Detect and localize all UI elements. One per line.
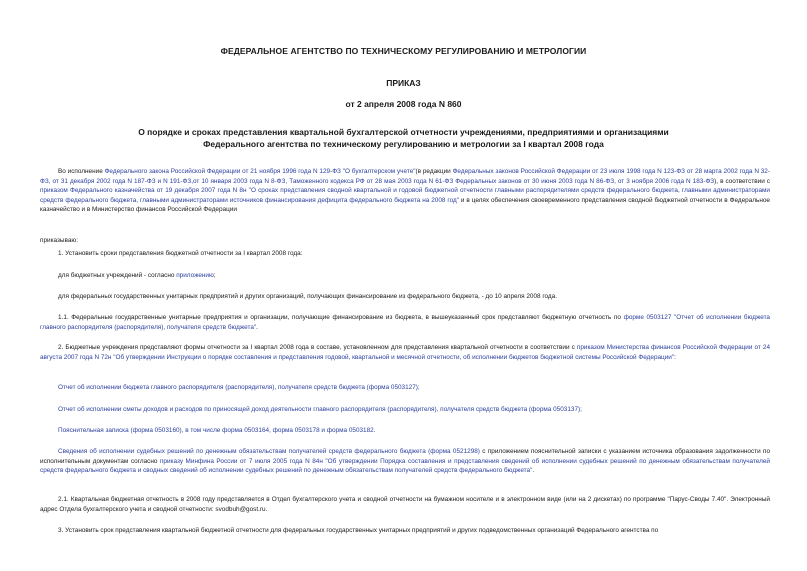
form-0503160-item[interactable]: Пояснительная записка (форма 0503160), в том числе форма 0503164, форма 0503178 и форма 0503182. [58, 427, 376, 434]
form-0521298-link[interactable]: Сведения об исполнении судебных решений по денежным обязательствам получателей средств федерального бюджета (форма 0521298) [58, 448, 480, 455]
preamble-text: и в целях обеспечения своевременного представления сводной бюджетной отчетности в Федеральное казначейство и в Министерство финансов Российской Федерации [40, 196, 770, 213]
appendix-link[interactable]: приложению [176, 272, 214, 279]
federal-laws-link[interactable]: Федеральных законов Российской Федерации от 23 июля 1998 года N 123-ФЗ от 28 марта 2002 года N 32-ФЗ, от 31 декабря 2002 года N 187-ФЗ и N 191-ФЗ,от 10 января 2003 года N 8-ФЗ, [40, 168, 770, 185]
clause-enterprises: для федеральных государственных унитарных предприятий и других организаций, получающих финансирование из федерального бюджета, - до 10 апреля 2008 года. [58, 293, 557, 300]
clause-text: 1.1. Федеральные государственные унитарные предприятия и организации, получающие финансирование из бюджета, в вышеуказанный срок представляют бюджетную отчетность по [58, 314, 624, 321]
clause-text: 2. Бюджетные учреждения представляют формы отчетности за I квартал 2008 года в составе, установленном для представления квартальной отчетности в соответствии с [58, 344, 577, 351]
form-0503137-item[interactable]: Отчет об исполнении сметы доходов и расходов по приносящей доход деятельности главного распорядителя (распорядителя), получателя средств бюджета (форма 0503137); [58, 406, 582, 413]
clause-1: 1. Установить сроки представления бюджетной отчетности за I квартал 2008 года: [58, 250, 303, 257]
treasury-order-link[interactable]: приказом Федерального казначейства от 19 декабря 2007 года N 8н "О сроках представления сводной квартальной и годовой бюджетной отчетности главными распорядителями средств федерального бюджета, главными администраторами средств федерального бюджета, главными администраторами источников финансирования дефицита федерального бюджета на 2008 год" [40, 187, 770, 204]
agency-name: ФЕДЕРАЛЬНОЕ АГЕНТСТВО ПО ТЕХНИЧЕСКОМУ РЕГУЛИРОВАНИЮ И МЕТРОЛОГИИ [220, 46, 587, 56]
form-0503127-item[interactable]: Отчет об исполнении бюджета главного распорядителя (распорядителя), получателя средств бюджета (форма 0503127); [58, 384, 420, 391]
preamble-paragraph [40, 167, 770, 215]
clause-text: ; [213, 272, 216, 279]
customs-code-link[interactable]: Таможенного кодекса РФ от 28 мая 2003 года N 61-ФЗ [289, 177, 454, 185]
clause-2 [40, 343, 770, 362]
clause-text: . [256, 323, 258, 331]
order-subject [120, 126, 687, 150]
clause-budget-institutions [40, 271, 770, 281]
federal-laws-2003-link[interactable]: Федеральных законов от 30 июня 2003 года N 86-ФЗ, от 3 ноября 2006 года N 183-ФЗ [455, 177, 715, 185]
minfin-order-72n-link[interactable]: приказом Министерства финансов Российской Федерации от 24 августа 2007 года N 72н "Об утверждении Инструкции о порядке составления и представления годовой, квартальной и месячной отчетности, об исполнении бюджетов бюджетной системы Российской Федерации" [40, 344, 770, 361]
clause-2-1: 2.1. Квартальная бюджетная отчетность в 2008 году представляется в Отдел бухгалтерского учета и сводной отчетности на бумажном носителе и в электронном виде (или на 2 дискетах) по программе "Парус-Своды 7.40". Электронный адрес Отдела бухгалтерского учета и сводной отчетности: svodbuh@gost.ru. [40, 496, 770, 513]
clause-text: для бюджетных учреждений - согласно [58, 272, 177, 279]
subject-line-2: Федерального агентства по техническому регулированию и метрологии за I квартал 2008 года [203, 139, 604, 149]
order-date: от 2 апреля 2008 года N 860 [345, 99, 462, 109]
minfin-order-84n-link[interactable]: приказу Минфина России от 7 июля 2005 года N 84н "Об утверждении Порядка составления и представления сведений об исполнении судебных решений по денежным обязательствам получателей средств федерального бюджета и сводных сведений об исполнении судебных решений по денежным обязательствам получателей средств федерального бюджета" [40, 457, 771, 474]
subject-line-1: О порядке и сроках представления квартальной бухгалтерской отчетности учреждениями, предприятиями и организациями [138, 127, 669, 137]
clause-text: с приложением пояснительной записки с указанием источника образования задолженности по исполнительным документам согласно [40, 448, 770, 465]
clause-3: 3. Установить срок представления квартальной бюджетной отчетности для федеральных государственных унитарных предприятий и других подведомственных организаций Федерального агентства по [58, 527, 659, 534]
preamble-text: ), в соответствии с [714, 177, 771, 185]
law-129-fz-link[interactable]: Федерального закона Российской Федерации от 21 ноября 1996 года N 129-ФЗ "О бухгалтерском учете" [104, 168, 416, 175]
clause-text: : [674, 353, 676, 361]
clause-text: . [532, 467, 535, 474]
clause-court-decisions [40, 447, 770, 476]
clause-1-1 [40, 313, 770, 332]
preamble-text: (в редакции [415, 168, 453, 175]
order-title: ПРИКАЗ [386, 78, 421, 88]
prikazyvayu: приказываю: [40, 237, 78, 244]
form-0503127-link[interactable]: форме 0503127 "Отчет об исполнении бюджета главного распорядителя (распорядителя), получателя средств бюджета" [40, 314, 770, 331]
preamble-text: Во исполнение [58, 168, 105, 175]
